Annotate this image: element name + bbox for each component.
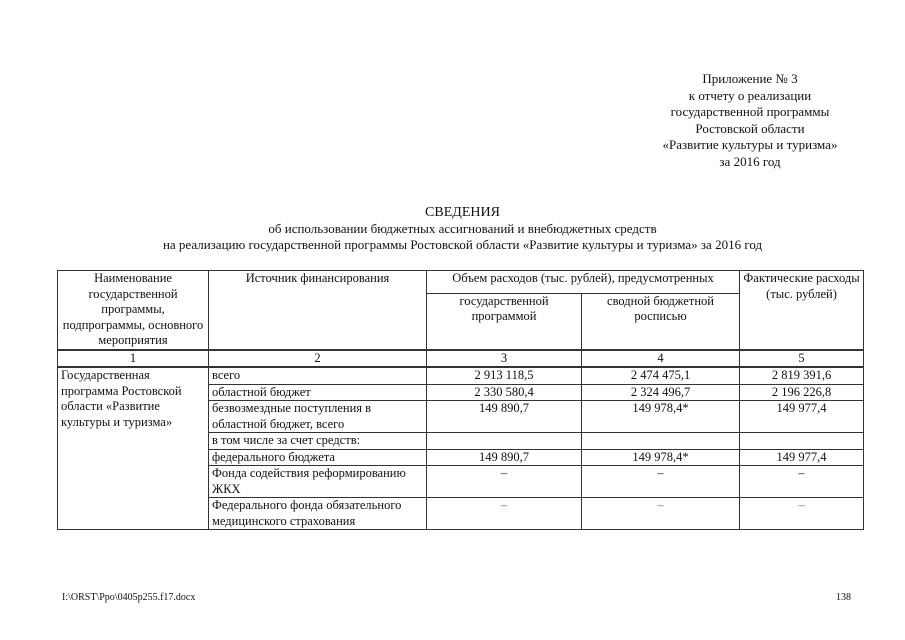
header-row	[58, 271, 864, 294]
header-actual-expenses: Фактические расходы (тыс. рублей)	[740, 271, 864, 350]
budget-schedule-value: –	[582, 498, 740, 530]
state-program-value: –	[427, 498, 582, 530]
appendix-block	[630, 71, 870, 170]
page-number: 138	[836, 592, 851, 603]
appendix-line: за 2016 год	[719, 153, 781, 169]
appendix-line: Ростовской области	[695, 120, 805, 136]
header-expense-volume: Объем расходов (тыс. рублей), предусмотренных	[427, 271, 740, 294]
actual-expense-value: 149 977,4	[740, 401, 864, 433]
actual-expense-value: 2 196 226,8	[740, 384, 864, 401]
source-cell: Фонда содействия реформированию ЖКХ	[209, 466, 427, 498]
actual-expense-value: 2 819 391,6	[740, 367, 864, 384]
document-heading	[60, 204, 865, 253]
state-program-value: 2 330 580,4	[427, 384, 582, 401]
header-state-program: государственной программой	[427, 293, 582, 350]
footer-file-path: I:\ORST\Ppo\0405p255.f17.docx	[62, 592, 196, 603]
state-program-value: 149 890,7	[427, 449, 582, 466]
actual-expense-value: –	[740, 466, 864, 498]
budget-schedule-value: 2 474 475,1	[582, 367, 740, 384]
actual-expense-value	[740, 433, 864, 450]
state-program-value: 2 913 118,5	[427, 367, 582, 384]
column-number: 5	[740, 350, 864, 368]
header-budget-schedule: сводной бюджетной росписью	[582, 293, 740, 350]
column-number-row	[58, 350, 864, 368]
budget-schedule-value	[582, 433, 740, 450]
actual-expense-value: –	[740, 498, 864, 530]
header-program-name: Наименование государственной программы, подпрограммы, основного мероприятия	[58, 271, 209, 350]
state-program-value	[427, 433, 582, 450]
document-subtitle: на реализацию государственной программы Ростовской области «Развитие культуры и туризма» за 2016 год	[162, 237, 763, 252]
source-cell: безвозмездные поступления в областной бюджет, всего	[209, 401, 427, 433]
state-program-value: –	[427, 466, 582, 498]
column-number: 3	[427, 350, 582, 368]
budget-table	[57, 270, 864, 530]
document-title: СВЕДЕНИЯ	[425, 205, 500, 220]
source-cell: в том числе за счет средств:	[209, 433, 427, 450]
source-cell: Федерального фонда обязательного медицинского страхования	[209, 498, 427, 530]
source-cell: областной бюджет	[209, 384, 427, 401]
source-cell: всего	[209, 367, 427, 384]
header-source: Источник финансирования	[209, 271, 427, 350]
appendix-line: к отчету о реализации	[688, 87, 812, 103]
appendix-line: государственной программы	[670, 104, 830, 119]
column-number: 2	[209, 350, 427, 368]
budget-schedule-value: 149 978,4*	[582, 401, 740, 433]
document-subtitle: об использовании бюджетных ассигнований и внебюджетных средств	[268, 221, 657, 236]
table-row	[58, 367, 864, 384]
budget-schedule-value: –	[582, 466, 740, 498]
actual-expense-value: 149 977,4	[740, 449, 864, 466]
budget-schedule-value: 149 978,4*	[582, 449, 740, 466]
budget-schedule-value: 2 324 496,7	[582, 384, 740, 401]
source-cell: федерального бюджета	[209, 449, 427, 466]
column-number: 1	[58, 350, 209, 368]
appendix-line: «Развитие культуры и туризма»	[662, 137, 838, 152]
program-name-cell: Государственная программа Ростовской области «Развитие культуры и туризма»	[58, 367, 209, 530]
appendix-line: Приложение № 3	[702, 71, 798, 86]
state-program-value: 149 890,7	[427, 401, 582, 433]
column-number: 4	[582, 350, 740, 368]
